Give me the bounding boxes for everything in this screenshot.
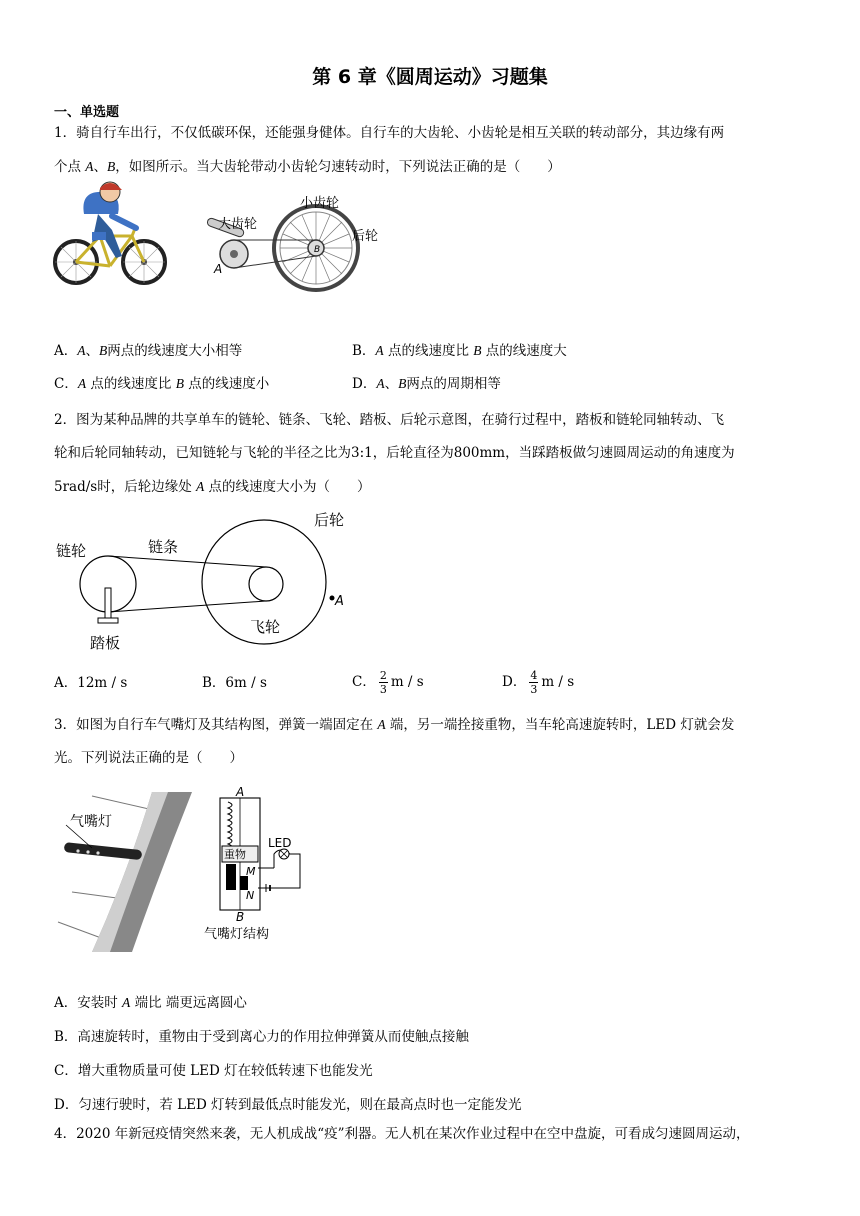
question-4-stem [54, 1118, 824, 1151]
question-2-line-2: 轮和后轮同轴转动，已知链轮与飞轮的半径之比为3:1，后轮直径为800mm，当踩踏板做匀速圆周运动的角速度为 [54, 445, 735, 461]
q2-option-d[interactable]: D． $\frac{4}{3}$ m / s [502, 669, 575, 696]
point-a-label: A [335, 594, 344, 609]
question-2-line-3: 5rad/s时，后轮边缘处 A 点的线速度大小为（ ） [54, 479, 371, 495]
point-a-label: A [214, 262, 223, 276]
flywheel-label: 飞轮 [250, 618, 281, 636]
structure-caption: 气嘴灯结构 [204, 927, 270, 942]
question-3-stem [54, 708, 814, 775]
rear-wheel-label: 后轮 [314, 511, 345, 529]
valve-light-photo [52, 792, 197, 952]
q1-option-d[interactable]: D．A、B两点的周期相等 [352, 376, 501, 392]
end-b-label: B [236, 910, 245, 924]
q3-option-c[interactable]: C．增大重物质量可使 LED 灯在较低转速下也能发光 [54, 1063, 373, 1079]
contact-n-label: N [246, 889, 255, 902]
sprocket-label: 链轮 [56, 542, 87, 560]
q1-option-c[interactable]: C．A 点的线速度比 B 点的线速度小 [54, 376, 270, 392]
chain-drive-diagram [50, 508, 370, 658]
q3-option-d[interactable]: D．匀速行驶时，若 LED 灯转到最低点时能发光，则在最高点时也一定能发光 [54, 1097, 522, 1113]
pedal-label: 踏板 [90, 634, 121, 652]
q3-option-b[interactable]: B．高速旋转时，重物由于受到离心力的作用拉伸弹簧从而使触点接触 [54, 1029, 469, 1045]
led-label: LED [268, 836, 292, 850]
q3-option-a[interactable]: A．安装时 A 端比 端更远离圆心 [54, 995, 247, 1011]
contact-m-label: M [246, 865, 256, 878]
end-a-label: A [236, 785, 245, 799]
question-2-stem [54, 404, 814, 504]
gear-diagram [190, 190, 390, 290]
question-1-line-2: 个点 A、B，如图所示。当大齿轮带动小齿轮匀速转动时，下列说法正确的是（ ） [54, 159, 561, 175]
q2-option-c[interactable]: C． $\frac{2}{3}$ m / s [352, 669, 424, 696]
section-heading: 一、单选题 [54, 105, 120, 120]
small-gear-label: 小齿轮 [300, 196, 340, 211]
page-title: 第 6 章《圆周运动》习题集 [312, 66, 548, 88]
point-b-label: B [314, 245, 321, 255]
big-gear-label: 大齿轮 [218, 217, 258, 232]
chain-label: 链条 [148, 538, 179, 556]
q2-option-b[interactable]: B．6m / s [202, 675, 267, 691]
question-3-line-1: 3．如图为自行车气嘴灯及其结构图，弹簧一端固定在 A 端，另一端拴接重物，当车轮高速旋转时，LED 灯就会发 [54, 717, 735, 733]
valve-light-structure [200, 784, 320, 944]
question-3-line-2: 光。下列说法正确的是（ ） [54, 750, 243, 766]
valve-light-label: 气嘴灯 [70, 814, 112, 830]
rear-wheel-label: 后轮 [352, 229, 379, 244]
q2-option-a[interactable]: A．12m / s [54, 675, 128, 691]
question-1-stem [54, 117, 814, 184]
cyclist-figure [52, 186, 170, 298]
question-2-line-1: 2．图为某种品牌的共享单车的链轮、链条、飞轮、踏板、后轮示意图，在骑行过程中，踏板和链轮同轴转动、飞 [54, 412, 725, 428]
weight-label: 重物 [224, 848, 246, 861]
q1-option-a[interactable]: A．A、B两点的线速度大小相等 [54, 343, 243, 359]
q1-option-b[interactable]: B．A 点的线速度比 B 点的线速度大 [352, 343, 567, 359]
question-4-line-1: 4．2020 年新冠疫情突然来袭，无人机成战“疫”利器。无人机在某次作业过程中在空中盘旋，可看成匀速圆周运动， [54, 1126, 750, 1142]
question-1-line-1: 1．骑自行车出行，不仅低碳环保，还能强身健体。自行车的大齿轮、小齿轮是相互关联的转动部分，其边缘有两 [54, 125, 725, 141]
